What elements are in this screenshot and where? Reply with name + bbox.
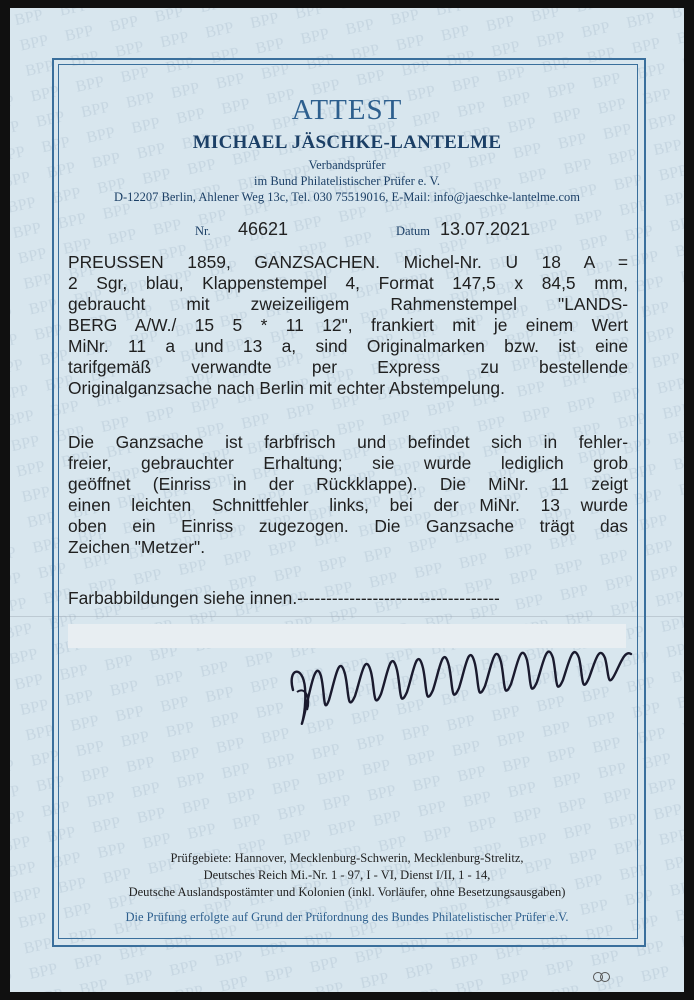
number-label: Nr. [195,224,211,238]
certificate-date: 13.07.2021 [440,219,531,239]
color-images-note [68,588,628,609]
condition-line: oben ein Einriss zugezogen. Die Ganzsache trägt das [68,516,628,536]
examiner-role: Verbandsprüfer [308,158,386,172]
certificate-paper [10,8,684,992]
condition-line: Die Ganzsache ist farbfrisch und befindet sich in fehler- [68,432,628,452]
handwritten-signature-icon [285,628,645,738]
examination-fields-line3: Deutsche Auslandspostämter und Kolonien (inkl. Vorläufer, ohne Besetzungsausgaben) [128,885,566,899]
description-line: 2 Sgr, blau, Klappenstempel 4, Format 147,5 x 84,5 mm, [68,273,628,293]
examination-statement: Die Prüfung erfolgte auf Grund der Prüfordnung des Bundes Philatelistischer Prüfer e.V. [125,910,569,924]
condition-paragraph [68,432,628,558]
date-label: Datum [396,224,431,238]
examiner-address: D-12207 Berlin, Ahlener Weg 13c, Tel. 030 75519016, E-Mail: info@jaeschke-lantelme.com [113,190,580,204]
association-name: im Bund Philatelistischer Prüfer e. V. [254,174,440,188]
condition-line: geöffnet (Einriss in der Rückklappe). Die MiNr. 11 zeigt [68,474,628,494]
description-line: BERG A/W./ 15 5 * 11 12", frankiert mit je einem Wert [68,315,628,335]
condition-line: freier, gebrauchter Erhaltung; sie wurde lediglich grob [68,453,628,473]
description-paragraph [68,252,628,399]
color-images-line: Farbabbildungen siehe innen.----------------------------------- [68,588,500,608]
examination-fields-line2: Deutsches Reich Mi.-Nr. 1 - 97, I - VI, Dienst I/II, 1 - 14, [203,868,491,882]
page-title: ATTEST [291,94,403,126]
examiner-name: MICHAEL JÄSCHKE-LANTELME [192,132,502,153]
description-line: PREUSSEN 1859, GANZSACHEN. Michel-Nr. U 18 A = [68,252,628,272]
condition-line: Zeichen "Metzer". [68,537,206,557]
condition-line: einen leichten Schnittfehler links, bei der MiNr. 13 wurde [68,495,628,515]
certificate-number: 46621 [238,219,289,239]
description-line: gebraucht mit zweizeiligem Rahmenstempel "LANDS- [68,294,628,314]
description-line: tarifgemäß verwandte per Express zu bestellende [68,357,628,377]
description-line: Originalganzsache nach Berlin mit echter Abstempelung. [68,378,505,398]
description-line: MiNr. 11 a und 13 a, sind Originalmarken bzw. ist eine [68,336,628,356]
gd-security-mark-icon [592,971,612,983]
examination-fields-line1: Prüfgebiete: Hannover, Mecklenburg-Schwerin, Mecklenburg-Strelitz, [170,851,524,865]
